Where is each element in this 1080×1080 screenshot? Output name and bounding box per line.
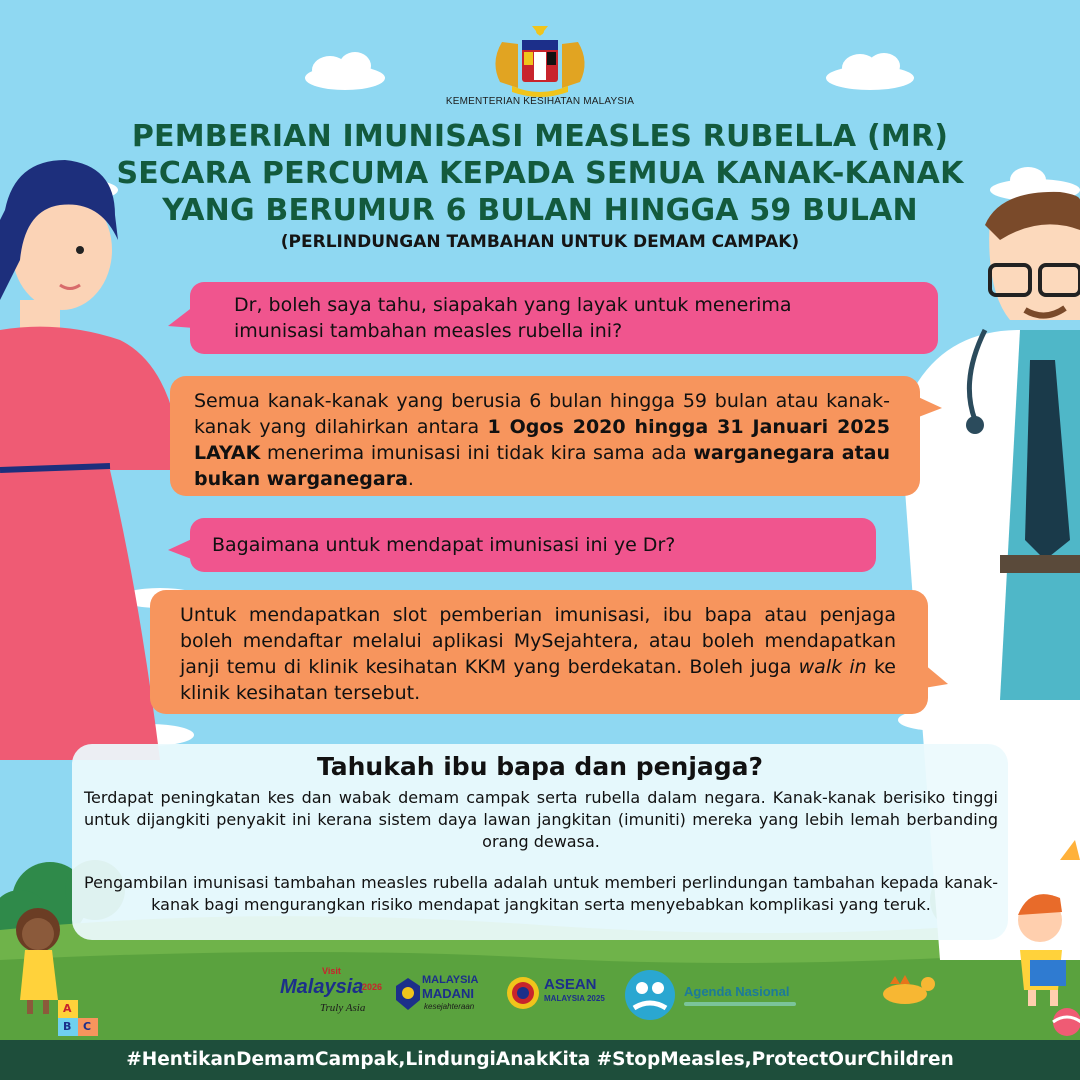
visit-malaysia-logo: Visit Malaysia 2026 Truly Asia	[280, 966, 383, 1014]
agenda-nasional-logo: Agenda Nasional	[620, 968, 806, 1024]
bubble-text-line: Dr, boleh saya tahu, siapakah yang layak untuk menerima	[234, 294, 792, 316]
answer-text: .	[407, 468, 414, 490]
info-title: Tahukah ibu bapa dan penjaga?	[316, 752, 764, 781]
ball-icon	[1053, 1008, 1080, 1036]
partner-logos	[276, 962, 806, 1024]
answer-text: Semua kanak-kanak yang berusia 6 bulan hingga 59 bulan atau kanak-kanak yang dilahirkan antara	[194, 390, 890, 438]
block-letter: C	[83, 1020, 92, 1033]
agenda-emblem-icon	[620, 968, 680, 1022]
malaysia-madani-logo: MALAYSIA MADANI kesejahteraan	[396, 972, 496, 1022]
question-bubble-eligibility	[190, 282, 938, 354]
title-line: SECARA PERCUMA KEPADA SEMUA KANAK-KANAK	[116, 156, 964, 191]
agenda-subline	[684, 1002, 796, 1006]
info-paragraph: Pengambilan imunisasi tambahan measles rubella adalah untuk memberi perlindungan tambahan kepada kanak-kanak bagi mengurangkan risiko mendapat jangkitan serta menyebabkan komplikasi yang teruk.	[84, 873, 998, 914]
answer-italic-walk-in: walk in	[798, 656, 867, 678]
page-title	[100, 118, 980, 229]
page-subtitle: (PERLINDUNGAN TAMBAHAN UNTUK DEMAM CAMPAK)	[280, 232, 800, 252]
title-line: YANG BERUMUR 6 BULAN HINGGA 59 BULAN	[162, 193, 918, 228]
answer-highlight-dates: 1 Ogos 2020 hingga 31 Januari 2025 LAYAK	[194, 416, 890, 464]
answer-text: menerima imunisasi ini tidak kira sama ada	[260, 442, 694, 464]
bubble-text-line: imunisasi tambahan measles rubella ini?	[234, 320, 623, 342]
info-paragraph: Terdapat peningkatan kes dan wabak demam campak serta rubella dalam negara. Kanak-kanak berisiko tinggi untuk dijangkiti penyakit ini kerana sistem daya lawan jangkitan (imuniti) mereka yang lebih lemah berbanding orang dewasa.	[84, 788, 998, 851]
answer-bubble-how	[150, 590, 928, 714]
madani-emblem-icon	[396, 978, 420, 1010]
title-line: PEMBERIAN IMUNISASI MEASLES RUBELLA (MR)	[131, 119, 949, 154]
asean-malaysia-logo: ASEAN MALAYSIA 2025	[506, 972, 610, 1022]
question-bubble-how: Bagaimana untuk mendapat imunisasi ini ye Dr?	[190, 518, 876, 572]
asean-emblem-icon	[506, 976, 540, 1010]
answer-text: ke klinik kesihatan tersebut.	[180, 656, 896, 704]
hashtag-footer: #HentikanDemamCampak,LindungiAnakKita #StopMeasles,ProtectOurChildren	[0, 1040, 1080, 1080]
answer-text: Untuk mendapatkan slot pemberian imunisasi, ibu bapa atau penjaga boleh mendaftar melalui aplikasi MySejahtera, atau boleh mendapatkan janji temu di klinik kesihatan KKM yang berdekatan. Boleh juga	[180, 604, 896, 678]
ministry-name: KEMENTERIAN KESIHATAN MALAYSIA	[445, 96, 635, 107]
block-letter: A	[63, 1002, 72, 1015]
answer-bubble-eligibility	[170, 376, 920, 496]
block-letter: B	[63, 1020, 72, 1033]
answer-highlight-citizenship: warganegara atau bukan warganegara	[194, 442, 891, 490]
government-crest-icon	[488, 22, 592, 98]
